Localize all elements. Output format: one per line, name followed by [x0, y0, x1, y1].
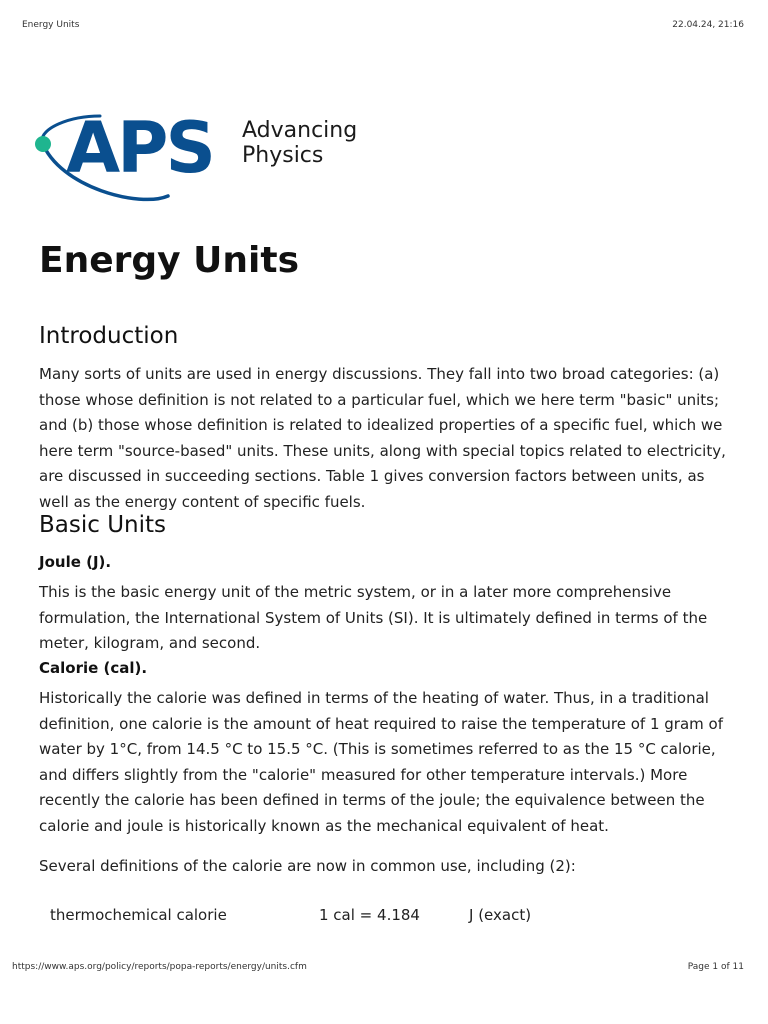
logo-tagline: [242, 118, 357, 168]
introduction-heading: Introduction: [39, 323, 179, 349]
logo-dot-icon: [35, 136, 51, 152]
calorie-definitions-intro: Several definitions of the calorie are now in common use, including (2):: [39, 857, 576, 875]
calorie-paragraph: Historically the calorie was defined in terms of the heating of water. Thus, in a traditional definition, one calorie is the amount of heat required to raise the temperature of 1 gram of water by 1°C, from 14.5 °C to 15.5 °C. (This is sometimes referred to as the 15 °C calorie, and differs slightly from the "calorie" measured for other temperature intervals.) More recently the calorie has been defined in terms of the joule; the equivalence between the calorie and joule is historically known as the mechanical equivalent of heat.: [39, 689, 723, 835]
basic-units-heading: Basic Units: [39, 512, 167, 538]
joule-paragraph: This is the basic energy unit of the metric system, or in a later more comprehensive formulation, the International System of Units (SI). It is ultimately defined in terms of the meter, kilogram, and second.: [39, 583, 708, 652]
print-header: [22, 20, 744, 32]
print-footer-page-number: Page 1 of 11: [687, 962, 744, 972]
aps-logo[interactable]: [30, 108, 370, 208]
print-footer: [12, 962, 744, 974]
logo-tagline-line1: Advancing: [242, 118, 358, 143]
page-title: Energy Units: [39, 240, 299, 281]
definition-name: thermochemical calorie: [50, 906, 227, 924]
print-header-title: Energy Units: [22, 20, 80, 30]
print-footer-url[interactable]: https://www.aps.org/policy/reports/popa-reports/energy/units.cfm: [12, 962, 307, 972]
print-header-datetime: 22.04.24, 21:16: [672, 20, 744, 30]
introduction-paragraph: Many sorts of units are used in energy discussions. They fall into two broad categories: (a) those whose definition is not related to a particular fuel, which we here term "basic" units; and (b) those whose definition is related to idealized properties of a specific fuel, which we here term "source-based" units. These units, along with special topics related to electricity, are discussed in succeeding sections. Table 1 gives conversion factors between units, as well as the energy content of specific fuels.: [39, 365, 726, 511]
aps-logo-mark: [30, 108, 240, 208]
calorie-heading: Calorie (cal).: [39, 659, 148, 677]
aps-wordmark: APS: [66, 108, 213, 189]
joule-heading: Joule (J).: [39, 553, 112, 571]
calorie-definition-row: [50, 906, 740, 930]
logo-tagline-line2: Physics: [242, 143, 324, 168]
definition-equation: 1 cal = 4.184: [319, 906, 420, 924]
definition-unit: J (exact): [469, 906, 532, 924]
